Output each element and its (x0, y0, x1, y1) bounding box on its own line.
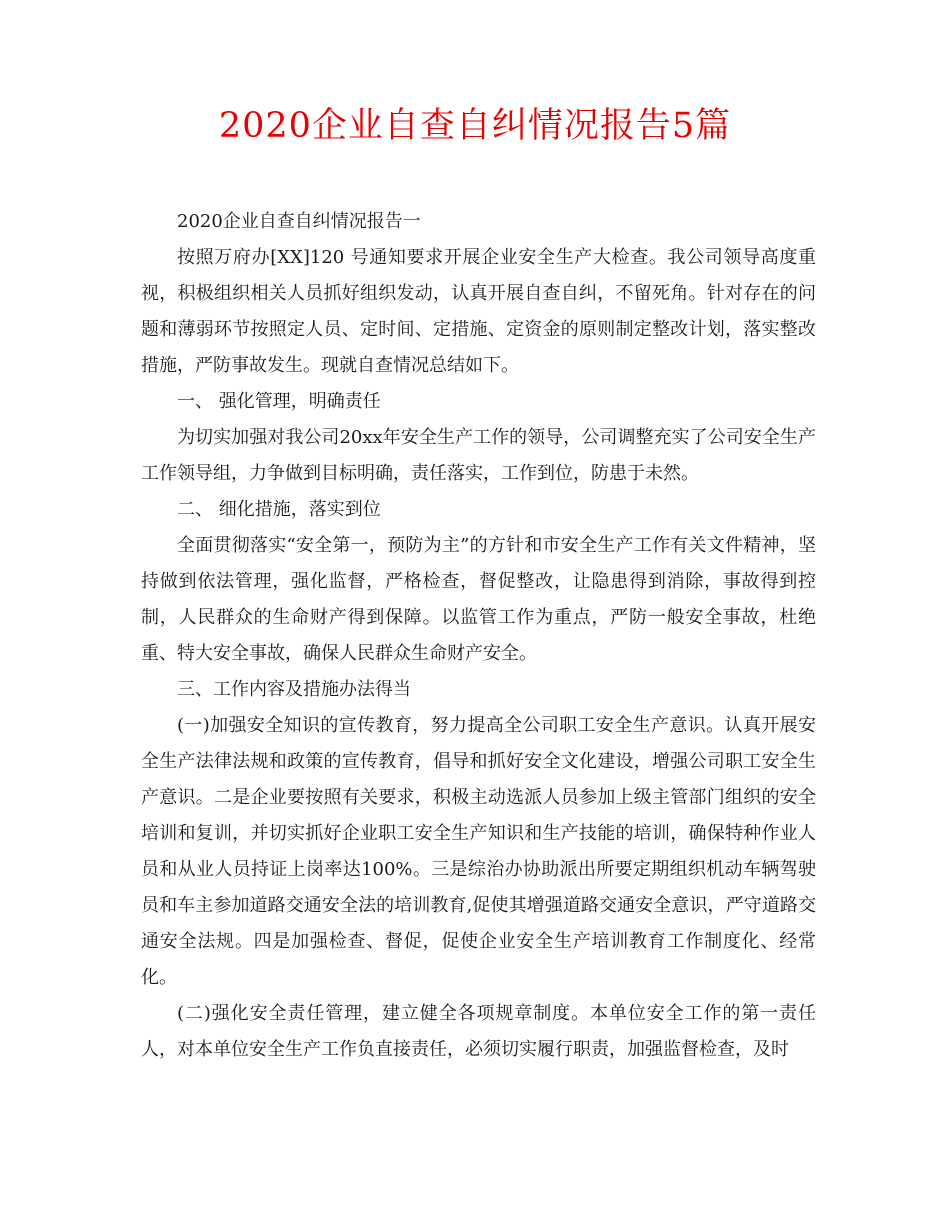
section-heading-3: 三、工作内容及措施办法得当 (177, 679, 411, 700)
section-1-paragraph: 为切实加强对我公司20xx年安全生产工作的领导，公司调整充实了公司安全生产工作领导组，力争做到目标明确，责任落实，工作到位，防患于未然。 (141, 427, 816, 484)
section-2-paragraph: 全面贯彻落实“安全第一，预防为主”的方针和市安全生产工作有关文件精神，坚持做到依法管理，强化监督，严格检查，督促整改，让隐患得到消除，事故得到控制，人民群众的生命财产得到保障。以监管工作为重点，严防一般安全事故，杜绝重、特大安全事故，确保人民群众生命财产安全。 (141, 535, 816, 664)
document-body (141, 204, 816, 1068)
intro-paragraph: 按照万府办[XX]120 号通知要求开展企业安全生产大检查。我公司领导高度重视，积极组织相关人员抓好组织发动，认真开展自查自纠，不留死角。针对存在的问题和薄弱环节按照定人员、定时间、定措施、定资金的原则制定整改计划，落实整改措施，严防事故发生。现就自查情况总结如下。 (141, 247, 816, 376)
subsection-2-paragraph: (二)强化安全责任管理，建立健全各项规章制度。本单位安全工作的第一责任人，对本单位安全生产工作负直接责任，必须切实履行职责，加强监督检查，及时 (141, 1003, 816, 1060)
document-title: 2020企业自查自纠情况报告5篇 (218, 106, 732, 146)
report-subtitle: 2020企业自查自纠情况报告一 (177, 211, 421, 232)
section-heading-2: 二、 细化措施，落实到位 (177, 499, 381, 520)
subsection-1-paragraph: (一)加强安全知识的宣传教育，努力提高全公司职工安全生产意识。认真开展安全生产法律法规和政策的宣传教育，倡导和抓好安全文化建设，增强公司职工安全生产意识。二是企业要按照有关要求，积极主动选派人员参加上级主管部门组织的安全培训和复训，并切实抓好企业职工安全生产知识和生产技能的培训，确保特种作业人员和从业人员持证上岗率达100%。三是综治办协助派出所要定期组织机动车辆驾驶员和车主参加道路交通安全法的培训教育,促使其增强道路交通安全意识，严守道路交通安全法规。四是加强检查、督促，促使企业安全生产培训教育工作制度化、经常化。 (141, 715, 816, 988)
section-heading-1: 一、 强化管理，明确责任 (177, 391, 381, 412)
